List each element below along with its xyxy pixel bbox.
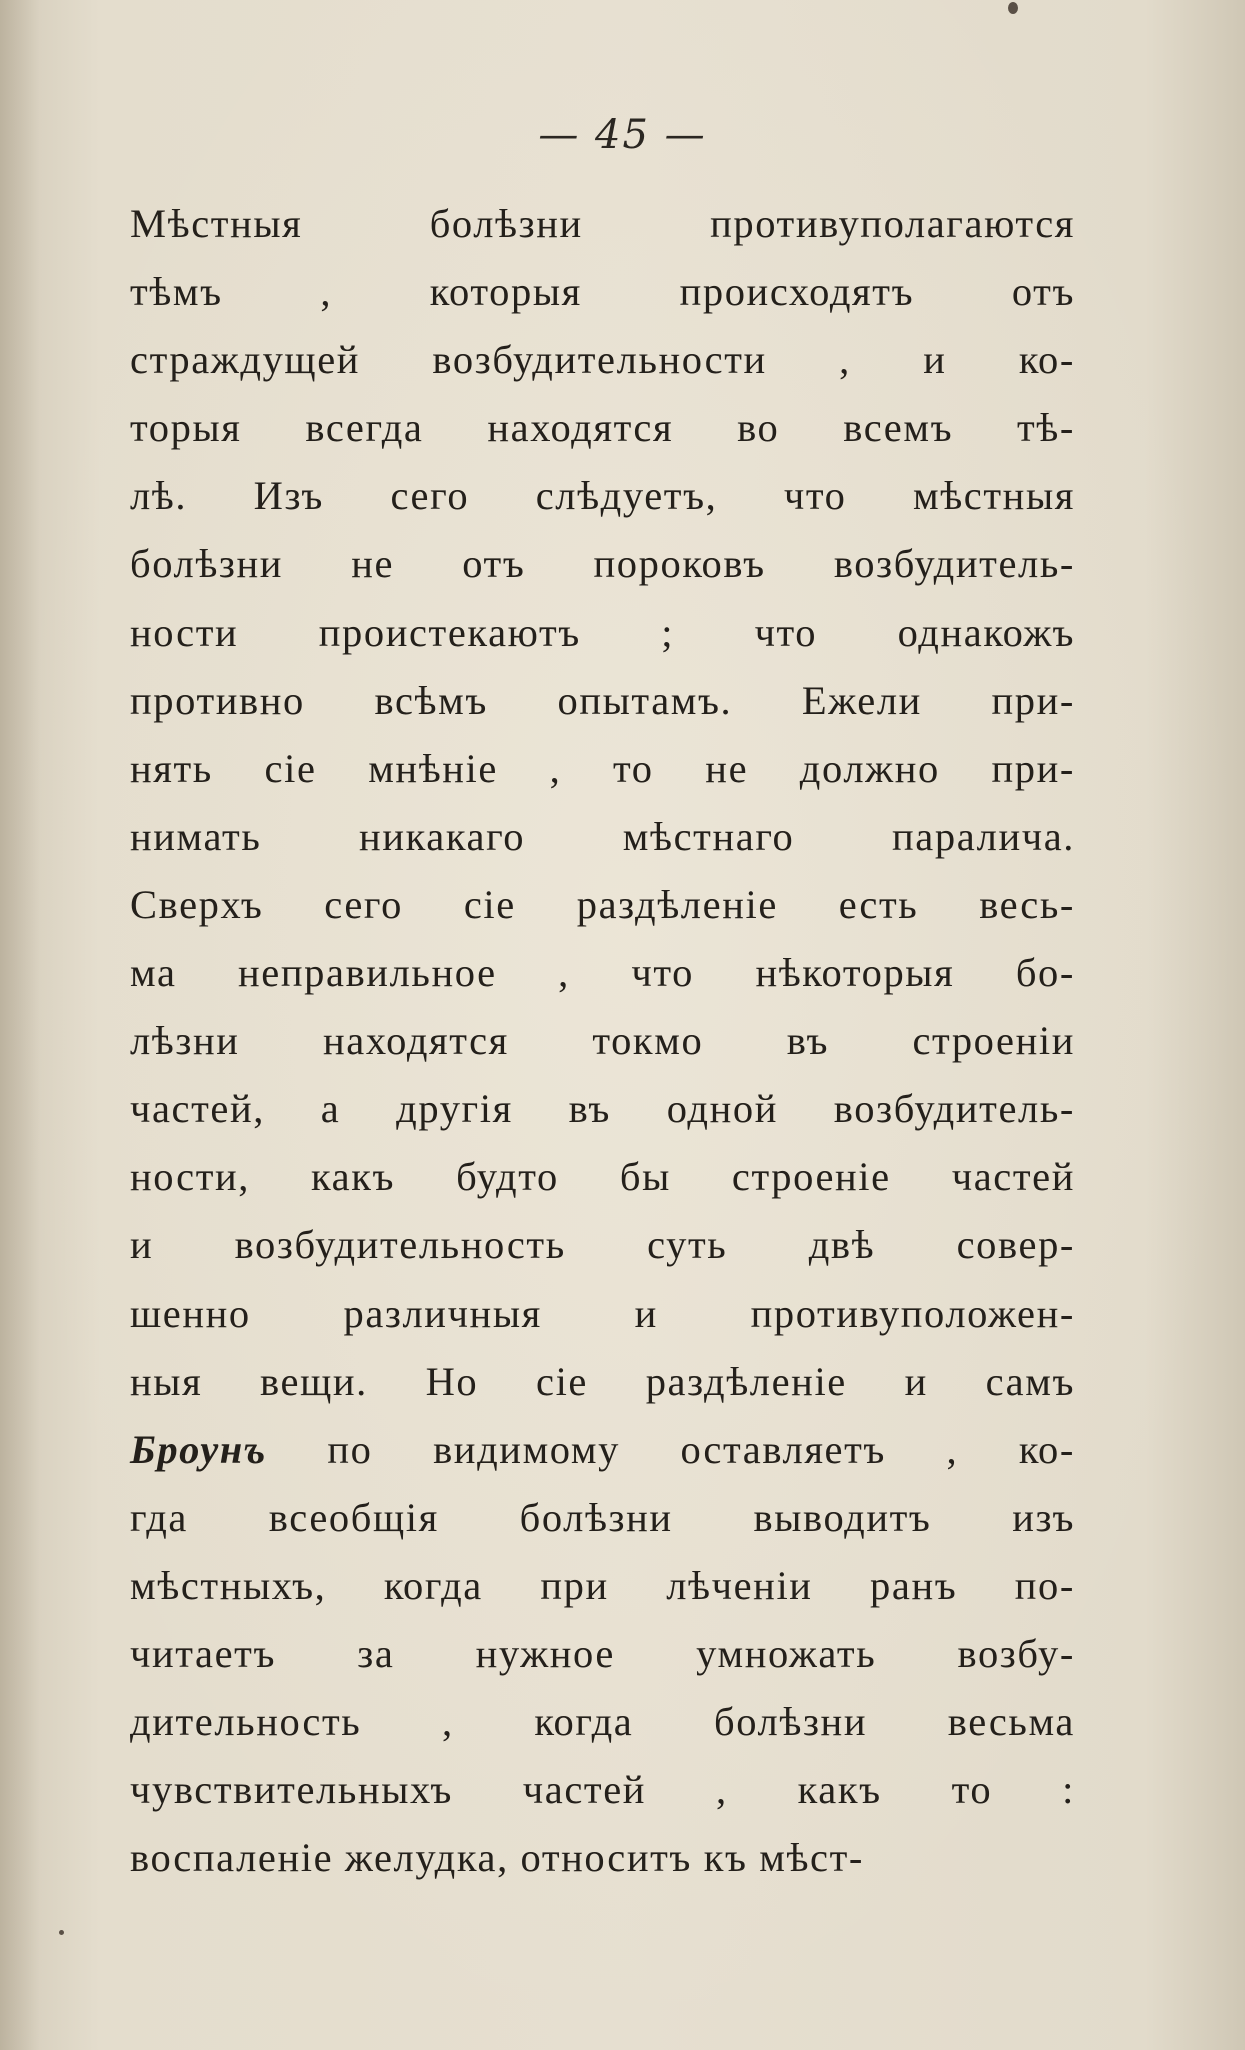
ink-speck	[1008, 2, 1018, 14]
text-line: читаетъ за нужное умножать возбу-	[130, 1630, 1075, 1676]
text-line: торыя всегда находятся во всемъ тѣ-	[130, 405, 1075, 451]
text-line: страждущей возбудительности , и ко-	[130, 337, 1075, 383]
text-line: нимать никакаго мѣстнаго паралича.	[130, 813, 1075, 859]
text-line: лѣзни находятся токмо въ строеніи	[130, 1018, 1075, 1064]
text-line: Сверхъ сего сіе раздѣленіе есть весь-	[130, 881, 1075, 927]
text-line: дительность , когда болѣзни весьма	[130, 1699, 1075, 1745]
text-line: лѣ. Изъ сего слѣдуетъ, что мѣстныя	[130, 473, 1075, 519]
text-line-with-name	[130, 1416, 1075, 1484]
text-line: чувствительныхъ частей , какъ то :	[130, 1767, 1075, 1813]
text-line: и возбудительность суть двѣ совер-	[130, 1222, 1075, 1268]
text-line: мѣстныхъ, когда при лѣченіи ранъ по-	[130, 1562, 1075, 1608]
text-line: противно всѣмъ опытамъ. Ежели при-	[130, 677, 1075, 723]
text-line: ности, какъ будто бы строеніе частей	[130, 1154, 1075, 1200]
text-line: частей, а другія въ одной возбудитель-	[130, 1086, 1075, 1132]
text-line: болѣзни не отъ пороковъ возбудитель-	[130, 541, 1075, 587]
text-line: воспаленіе желудка, относитъ къ мѣст-	[130, 1835, 865, 1881]
text-line: шенно различныя и противуположен-	[130, 1290, 1075, 1336]
text-line: ныя вещи. Но сіе раздѣленіе и самъ	[130, 1358, 1075, 1404]
text-line: ма неправильное , что нѣкоторыя бо-	[130, 950, 1075, 996]
ink-speck	[59, 1930, 64, 1935]
body-text	[130, 190, 1075, 1892]
text-line: нять сіе мнѣніе , то не должно при-	[130, 745, 1075, 791]
text-line: тѣмъ , которыя происходятъ отъ	[130, 269, 1075, 315]
text-line: Мѣстныя болѣзни противуполагаются	[130, 201, 1075, 246]
page-spine-shadow	[0, 0, 40, 2050]
text-line: гда всеобщія болѣзни выводитъ изъ	[130, 1494, 1075, 1540]
page-number: — 45 —	[538, 112, 707, 158]
text-line-remainder: по видимому оставляетъ , ко-	[266, 1426, 1075, 1472]
author-name: Броунъ	[130, 1426, 267, 1472]
text-line: ности проистекаютъ ; что однакожъ	[130, 609, 1075, 655]
